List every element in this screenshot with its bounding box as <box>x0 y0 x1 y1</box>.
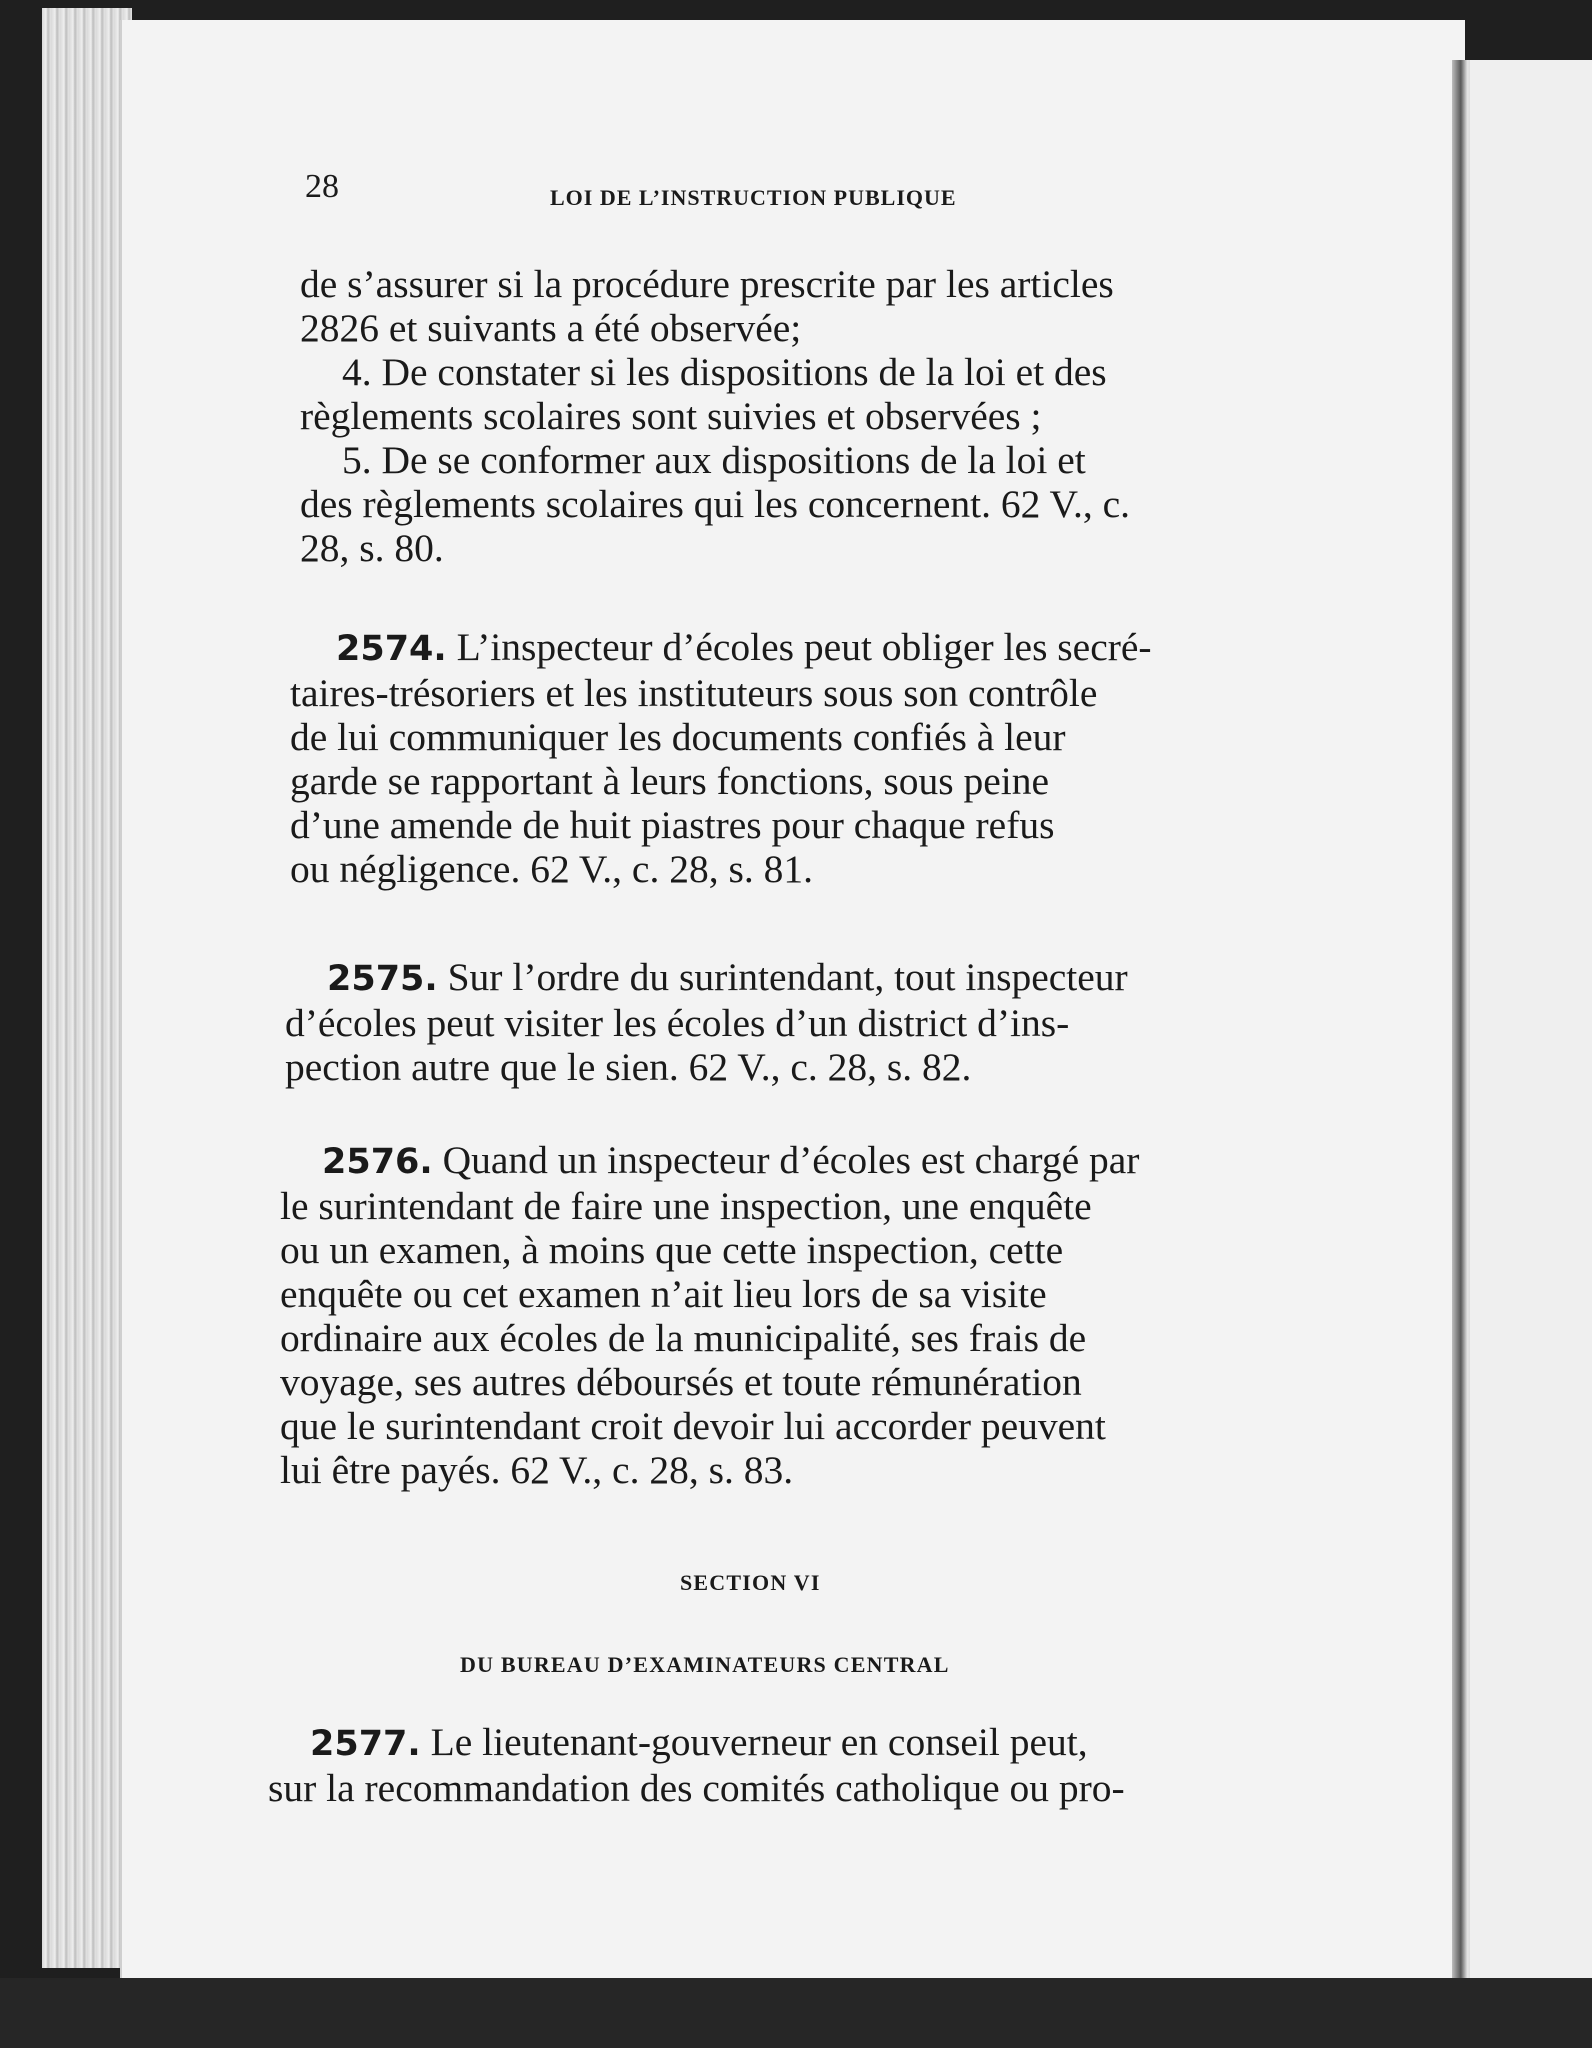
text-line: lui être payés. 62 V., c. 28, s. 83. <box>280 1448 794 1492</box>
text-line: le surintendant de faire une inspection, une enquête <box>280 1184 1092 1228</box>
article-number: 2576. <box>322 1142 433 1182</box>
article-2577 <box>268 1720 1268 1810</box>
text-line: taires-trésoriers et les instituteurs sous son contrôle <box>290 671 1098 715</box>
text-line: pection autre que le sien. 62 V., c. 28, s. 82. <box>285 1045 972 1089</box>
text-line: d’une amende de huit piastres pour chaque refus <box>290 803 1055 847</box>
text-line: ordinaire aux écoles de la municipalité, ses frais de <box>280 1316 1087 1360</box>
article-2574 <box>290 625 1280 891</box>
page-number: 28 <box>305 168 339 205</box>
scan-bottom-border <box>0 1978 1592 2048</box>
text-line: enquête ou cet examen n’ait lieu lors de sa visite <box>280 1272 1047 1316</box>
paragraph-continuation <box>300 262 1285 570</box>
text-line: 5. De se conformer aux dispositions de la loi et <box>342 438 1086 482</box>
section-label: SECTION VI <box>680 1570 821 1595</box>
facing-page-edge <box>1470 60 1592 1985</box>
article-first-line: Quand un inspecteur d’écoles est chargé par <box>442 1138 1140 1182</box>
text-line <box>285 955 1275 1001</box>
article-2576 <box>280 1138 1275 1492</box>
article-number: 2575. <box>327 959 438 999</box>
text-line: garde se rapportant à leurs fonctions, sous peine <box>290 759 1050 803</box>
text-line: voyage, ses autres déboursés et toute rémunération <box>280 1360 1082 1404</box>
text-line: ou un examen, à moins que cette inspection, cette <box>280 1228 1064 1272</box>
text-line: de s’assurer si la procédure prescrite par les articles <box>300 262 1114 306</box>
text-line: ou négligence. 62 V., c. 28, s. 81. <box>290 847 813 891</box>
text-line: 4. De constater si les dispositions de la loi et des <box>342 350 1107 394</box>
text-line: des règlements scolaires qui les concernent. 62 V., c. <box>300 482 1131 526</box>
article-first-line: Sur l’ordre du surintendant, tout inspecteur <box>447 955 1128 999</box>
text-line: 28, s. 80. <box>300 526 444 570</box>
text-line: sur la recommandation des comités catholique ou pro- <box>268 1766 1125 1810</box>
text-line: 2826 et suivants a été observée; <box>300 306 802 350</box>
article-2575 <box>285 955 1275 1089</box>
article-first-line: L’inspecteur d’écoles peut obliger les secré- <box>456 625 1152 669</box>
text-line: que le surintendant croit devoir lui accorder peuvent <box>280 1404 1106 1448</box>
running-title: LOI DE L’INSTRUCTION PUBLIQUE <box>550 185 957 210</box>
text-line: d’écoles peut visiter les écoles d’un district d’ins- <box>285 1001 1070 1045</box>
text-line <box>290 625 1280 671</box>
article-number: 2577. <box>310 1724 421 1764</box>
article-number: 2574. <box>336 629 447 669</box>
text-line: de lui communiquer les documents confiés à leur <box>290 715 1066 759</box>
book-page-edges <box>42 8 132 1968</box>
text-line <box>268 1720 1268 1766</box>
article-first-line: Le lieutenant-gouverneur en conseil peut, <box>430 1720 1088 1764</box>
text-line <box>280 1138 1275 1184</box>
text-line: règlements scolaires sont suivies et observées ; <box>300 394 1042 438</box>
section-title: DU BUREAU D’EXAMINATEURS CENTRAL <box>460 1652 950 1677</box>
